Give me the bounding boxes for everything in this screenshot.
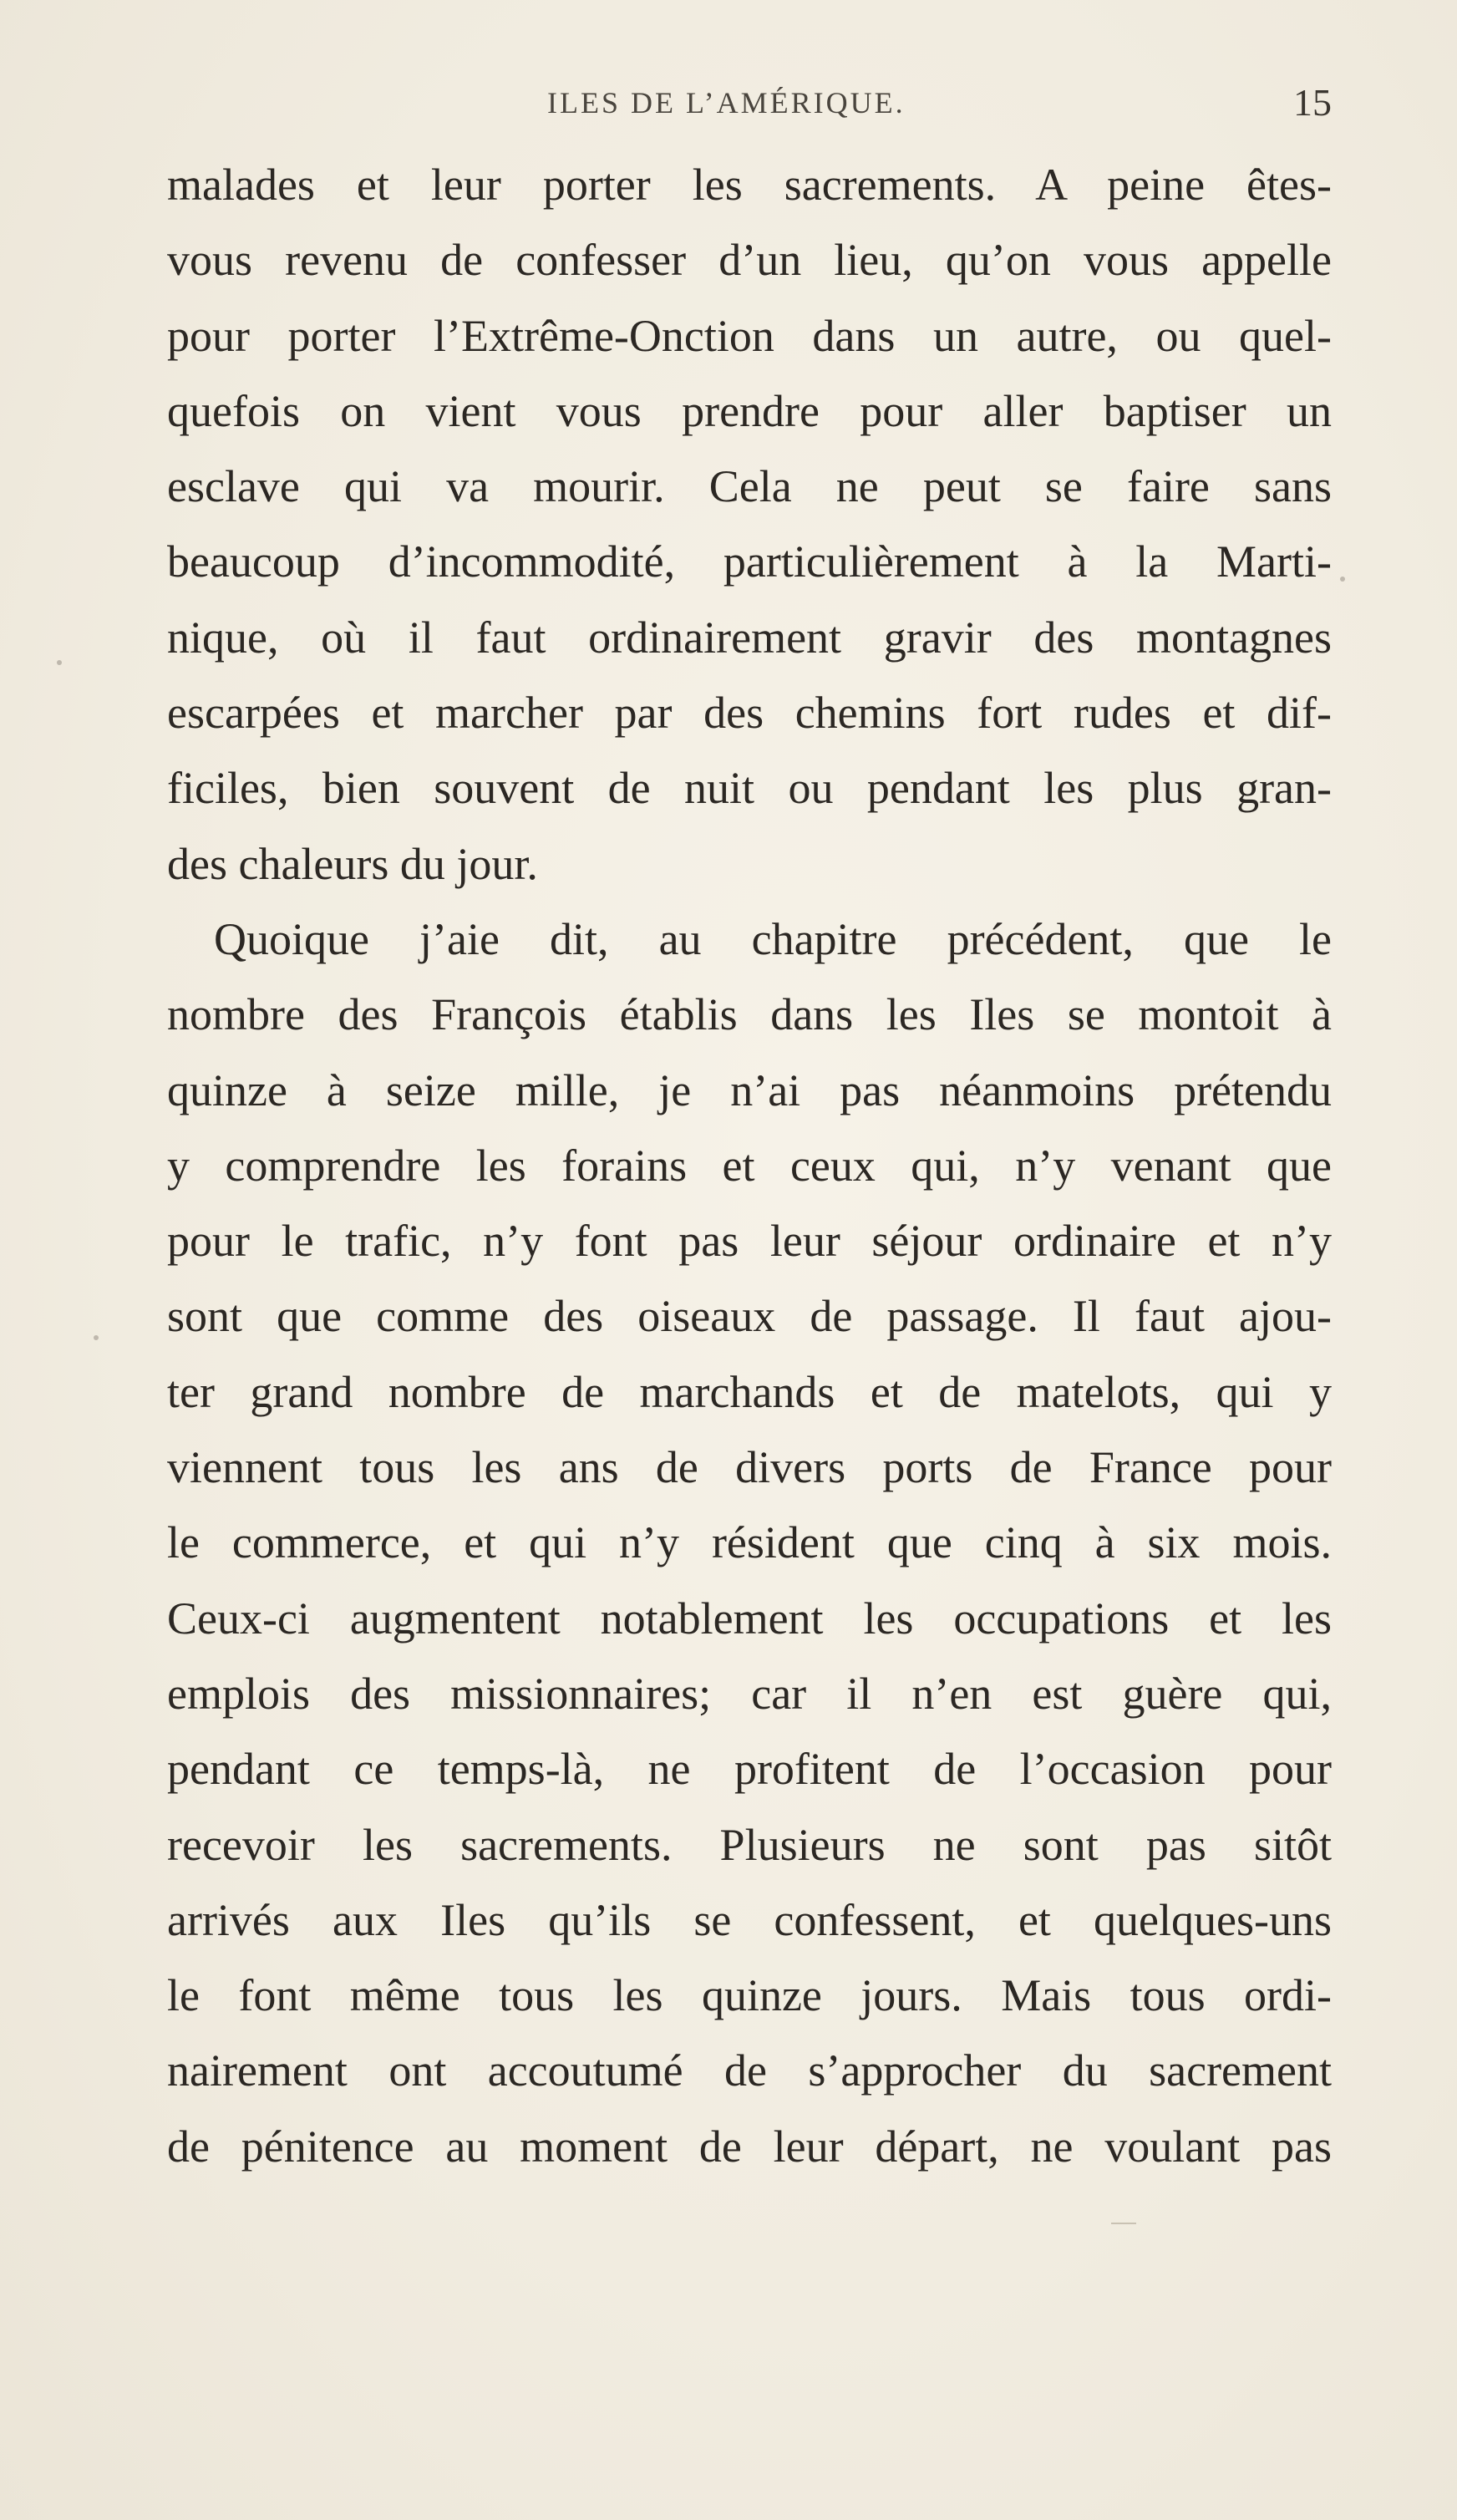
- text-line: ter grand nombre de marchands et de matelots, qui y: [167, 1366, 1332, 1417]
- text-line: recevoir les sacrements. Plusieurs ne sont pas sitôt: [167, 1819, 1332, 1870]
- text-line: sont que comme des oiseaux de passage. Il faut ajou-: [167, 1291, 1332, 1342]
- body-text: [167, 147, 1332, 2184]
- text-line: quefois on vient vous prendre pour aller baptiser un: [167, 385, 1332, 436]
- page-number: 15: [1293, 81, 1332, 124]
- running-title: ILES DE L’AMÉRIQUE.: [547, 86, 906, 119]
- text-line: beaucoup d’incommodité, particulièrement à la Marti-: [167, 536, 1332, 587]
- paper-speck: [94, 1335, 99, 1340]
- paragraph-start-line: Quoique j’aie dit, au chapitre précédent, que le: [214, 913, 1332, 964]
- text-line: pour le trafic, n’y font pas leur séjour ordinaire et n’y: [167, 1216, 1332, 1267]
- text-line: escarpées et marcher par des chemins fort rudes et dif-: [167, 688, 1332, 739]
- text-line: ficiles, bien souvent de nuit ou pendant les plus gran-: [167, 763, 1332, 814]
- text-line: y comprendre les forains et ceux qui, n’y venant que: [167, 1140, 1332, 1191]
- text-line: nique, où il faut ordinairement gravir des montagnes: [167, 612, 1332, 663]
- text-line: nombre des François établis dans les Iles se montoit à: [167, 989, 1332, 1040]
- text-line: pour porter l’Extrême-Onction dans un autre, ou quel-: [167, 310, 1332, 361]
- text-line: vous revenu de confesser d’un lieu, qu’on vous appelle: [167, 235, 1332, 286]
- text-line: viennent tous les ans de divers ports de France pour: [167, 1442, 1332, 1493]
- paragraph-end-line: des chaleurs du jour.: [167, 838, 538, 889]
- paper-mark: [1111, 2223, 1136, 2224]
- text-line: arrivés aux Iles qu’ils se confessent, et quelques-uns: [167, 1894, 1332, 1945]
- text-line: esclave qui va mourir. Cela ne peut se faire sans: [167, 461, 1332, 512]
- paper-speck: [57, 660, 62, 665]
- text-line: le commerce, et qui n’y résident que cinq à six mois.: [167, 1517, 1332, 1568]
- text-line: Ceux-ci augmentent notablement les occupations et les: [167, 1593, 1332, 1644]
- text-line: de pénitence au moment de leur départ, ne voulant pas: [167, 2121, 1332, 2172]
- text-line: nairement ont accoutumé de s’approcher du sacrement: [167, 2045, 1332, 2096]
- text-line: emplois des missionnaires; car il n’en est guère qui,: [167, 1668, 1332, 1719]
- running-head: [167, 80, 1332, 130]
- text-line: quinze à seize mille, je n’ai pas néanmoins prétendu: [167, 1064, 1332, 1115]
- text-line: le font même tous les quinze jours. Mais tous ordi-: [167, 1970, 1332, 2021]
- text-line: pendant ce temps-là, ne profitent de l’occasion pour: [167, 1744, 1332, 1795]
- text-line: malades et leur porter les sacrements. A peine êtes-: [167, 160, 1332, 210]
- paper-speck: [1340, 577, 1345, 582]
